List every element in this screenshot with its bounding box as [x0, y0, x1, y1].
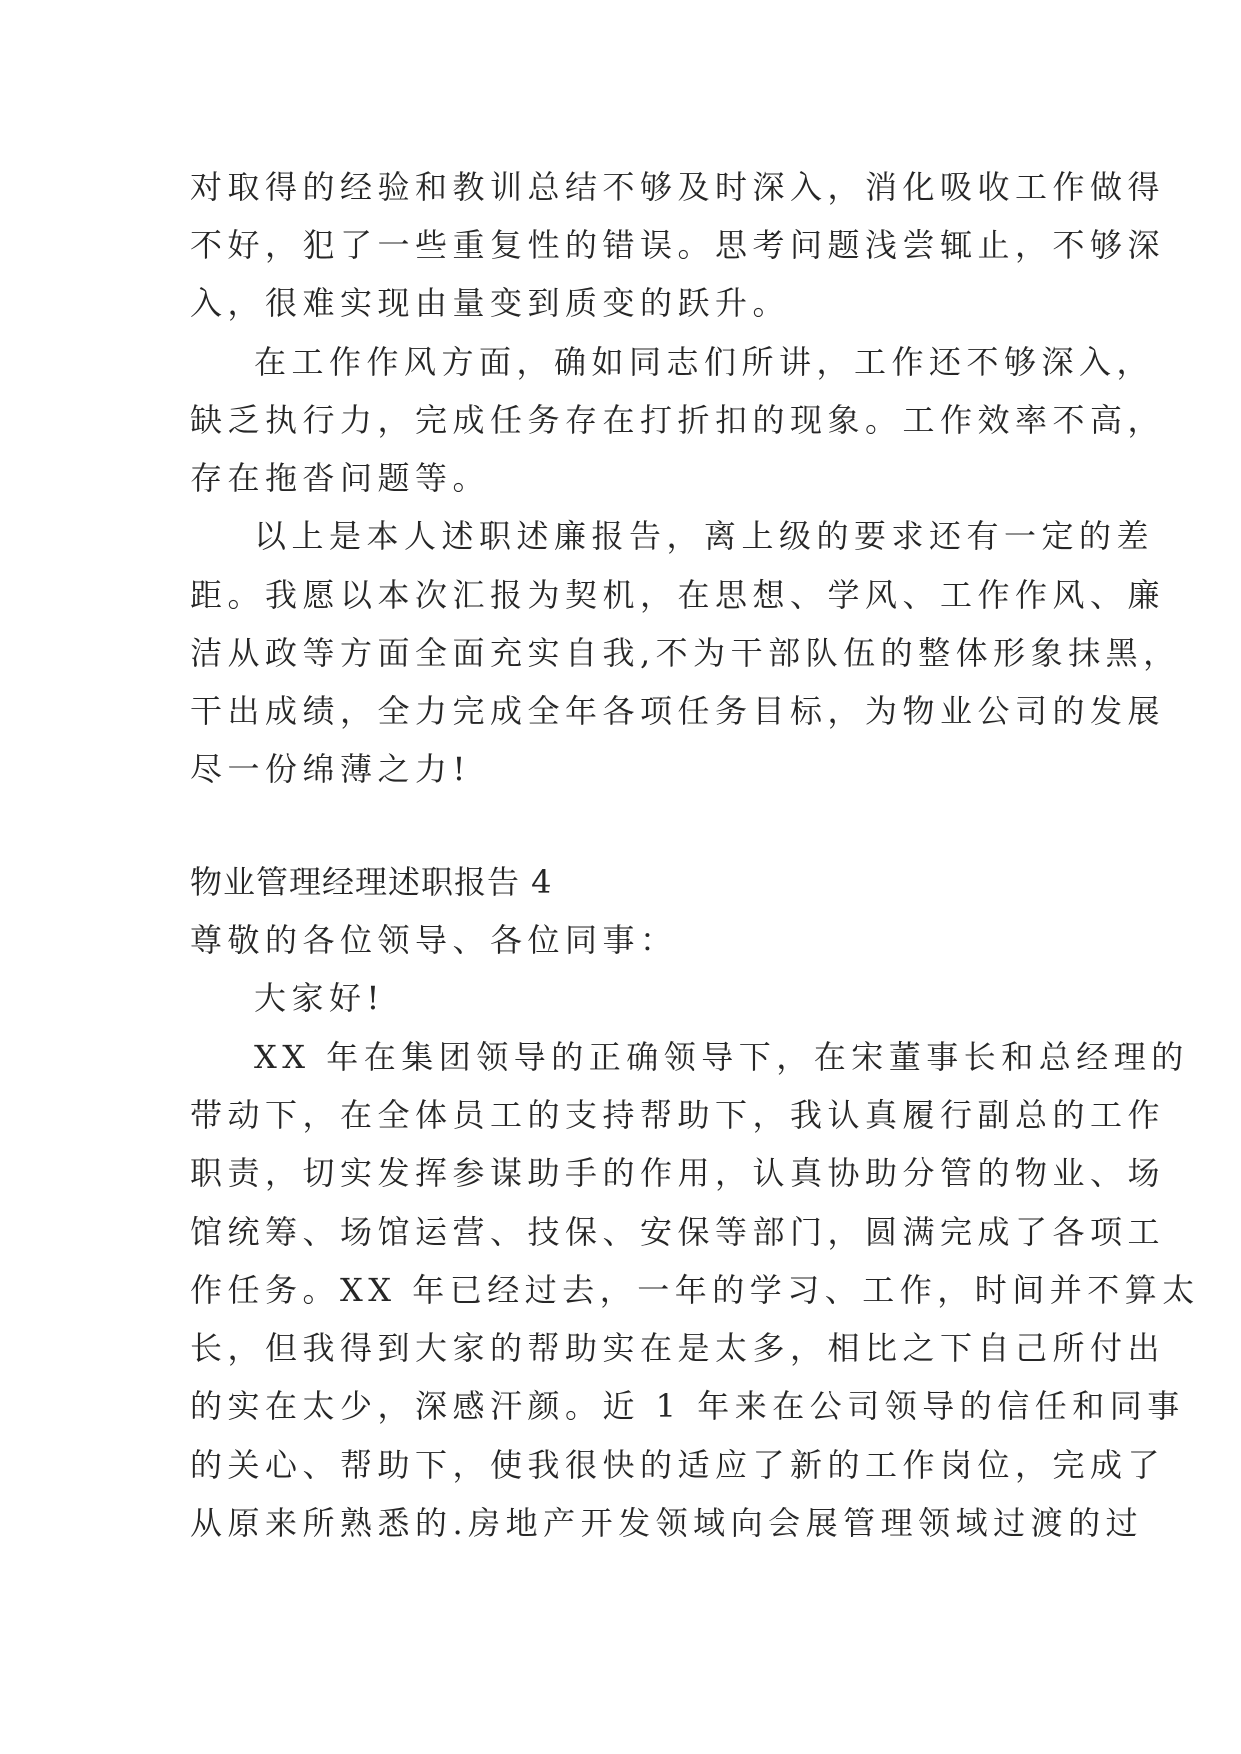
section-title: 物业管理经理述职报告 4 [190, 863, 553, 901]
text-line: 干出成绩，全力完成全年各项任务目标，为物业公司的发展 [190, 692, 1166, 730]
text-line: 距。我愿以本次汇报为契机，在思想、学风、工作作风、廉 [190, 576, 1166, 614]
greeting: 大家好! [254, 979, 385, 1017]
text-line: 在工作作风方面，确如同志们所讲，工作还不够深入， [254, 343, 1155, 381]
text-line: XX 年在集团领导的正确领导下，在宋董事长和总经理的 [254, 1038, 1189, 1076]
text-line: 作任务。XX 年已经过去，一年的学习、工作，时间并不算太 [190, 1271, 1200, 1309]
text-line: 存在拖沓问题等。 [190, 459, 491, 497]
salutation: 尊敬的各位领导、各位同事： [190, 921, 678, 959]
text-line: 的实在太少，深感汗颜。近 1 年来在公司领导的信任和同事 [190, 1387, 1185, 1425]
text-line: 对取得的经验和教训总结不够及时深入，消化吸收工作做得 [190, 168, 1166, 206]
text-line: 以上是本人述职述廉报告，离上级的要求还有一定的差 [254, 517, 1155, 555]
text-line: 从原来所熟悉的.房地产开发领域向会展管理领域过渡的过 [190, 1504, 1144, 1542]
text-line: 带动下，在全体员工的支持帮助下，我认真履行副总的工作 [190, 1096, 1166, 1134]
text-line: 入，很难实现由量变到质变的跃升。 [190, 284, 791, 322]
text-line: 的关心、帮助下，使我很快的适应了新的工作岗位，完成了 [190, 1446, 1166, 1484]
text-line: 尽一份绵薄之力! [190, 750, 471, 788]
text-line: 不好，犯了一些重复性的错误。思考问题浅尝辄止，不够深 [190, 226, 1166, 264]
text-line: 长，但我得到大家的帮助实在是太多，相比之下自己所付出 [190, 1329, 1166, 1367]
text-line: 职责，切实发挥参谋助手的作用，认真协助分管的物业、场 [190, 1154, 1166, 1192]
text-line: 馆统筹、场馆运营、技保、安保等部门，圆满完成了各项工 [190, 1213, 1166, 1251]
text-line: 洁从政等方面全面充实自我,不为干部队伍的整体形象抹黑， [190, 634, 1181, 672]
text-line: 缺乏执行力，完成任务存在打折扣的现象。工作效率不高， [190, 401, 1166, 439]
